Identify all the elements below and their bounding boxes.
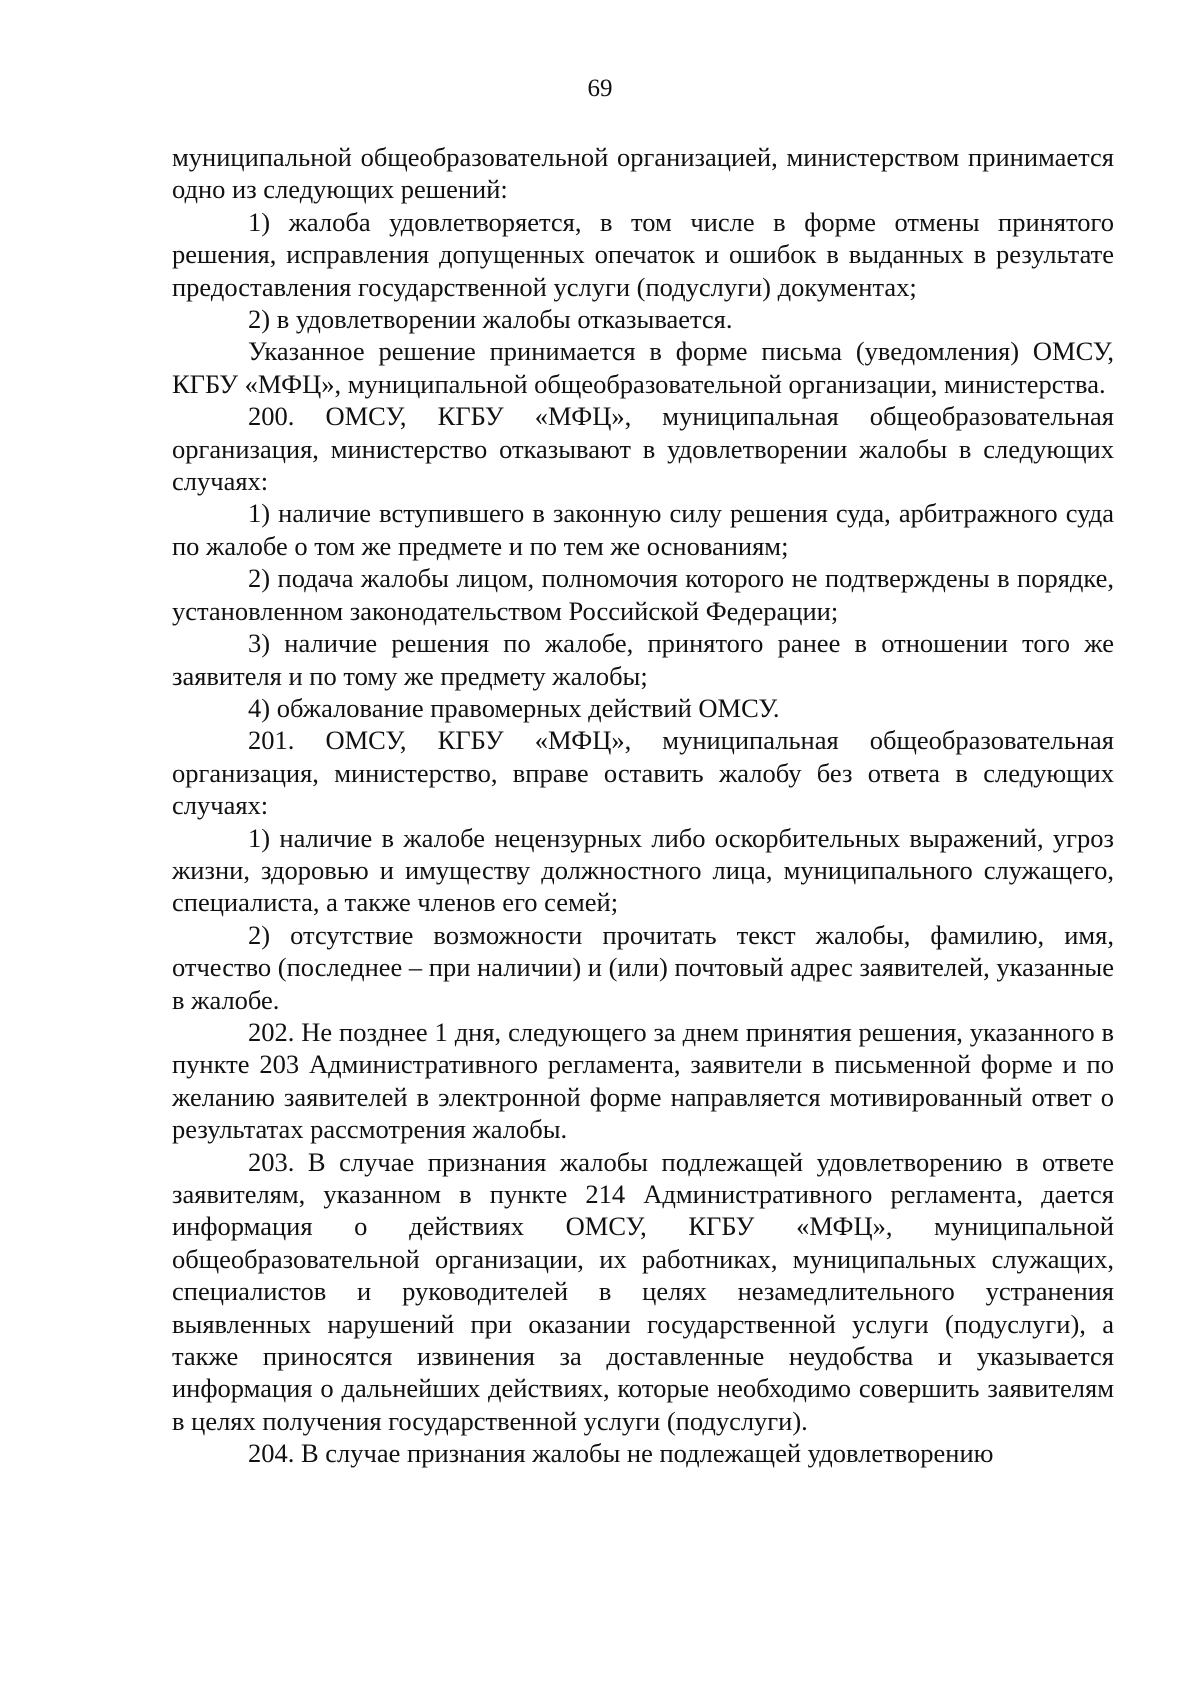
paragraph: 2) подача жалобы лицом, полномочия которого не подтверждены в порядке, установленном законодательством Российской Федерации; <box>172 563 1114 626</box>
paragraph: 4) обжалование правомерных действий ОМСУ. <box>248 692 780 723</box>
paragraph: 1) жалоба удовлетворяется, в том числе в форме отмены принятого решения, исправления допущенных опечаток и ошибок в выданных в результате предоставления государственной услуги (подуслуги) документах; <box>172 206 1114 302</box>
document-body <box>172 141 1114 1470</box>
paragraph: 1) наличие вступившего в законную силу решения суда, арбитражного суда по жалобе о том же предмете и по тем же основаниям; <box>172 498 1114 561</box>
paragraph: 202. Не позднее 1 дня, следующего за днем принятия решения, указанного в пункте 203 Административного регламента, заявители в письменной форме и по желанию заявителей в электронной форме направляется мотивированный ответ о результатах рассмотрения жалобы. <box>172 1016 1114 1145</box>
page-number: 69 <box>587 75 613 102</box>
paragraph: 1) наличие в жалобе нецензурных либо оскорбительных выражений, угроз жизни, здоровью и имуществу должностного лица, муниципального служащего, специалиста, а также членов его семей; <box>172 822 1114 918</box>
paragraph: 204. В случае признания жалобы не подлежащей удовлетворению <box>248 1438 994 1469</box>
paragraph: 203. В случае признания жалобы подлежащей удовлетворению в ответе заявителям, указанном в пункте 214 Административного регламента, дается информация о действиях ОМСУ, КГБУ «МФЦ», муниципальной общеобразовательной организации, их работниках, муниципальных служащих, специалистов и руководителей в целях незамедлительного устранения выявленных нарушений при оказании государственной услуги (подуслуги), а также приносятся извинения за доставленные неудобства и указывается информация о дальнейших действиях, которые необходимо совершить заявителям в целях получения государственной услуги (подуслуги). <box>172 1146 1114 1436</box>
paragraph: 2) в удовлетворении жалобы отказывается. <box>248 304 733 335</box>
paragraph: Указанное решение принимается в форме письма (уведомления) ОМСУ, КГБУ «МФЦ», муниципальной общеобразовательной организации, министерства. <box>172 336 1114 399</box>
paragraph: 3) наличие решения по жалобе, принятого ранее в отношении того же заявителя и по тому же предмету жалобы; <box>172 628 1114 691</box>
paragraph: 200. ОМСУ, КГБУ «МФЦ», муниципальная общеобразовательная организация, министерство отказывают в удовлетворении жалобы в следующих случаях: <box>172 401 1114 497</box>
paragraph: 201. ОМСУ, КГБУ «МФЦ», муниципальная общеобразовательная организация, министерство, вправе оставить жалобу без ответа в следующих случаях: <box>172 725 1114 821</box>
paragraph: муниципальной общеобразовательной организацией, министерством принимается одно из следующих решений: <box>172 142 1114 205</box>
paragraph: 2) отсутствие возможности прочитать текст жалобы, фамилию, имя, отчество (последнее – при наличии) и (или) почтовый адрес заявителей, указанные в жалобе. <box>172 919 1114 1015</box>
